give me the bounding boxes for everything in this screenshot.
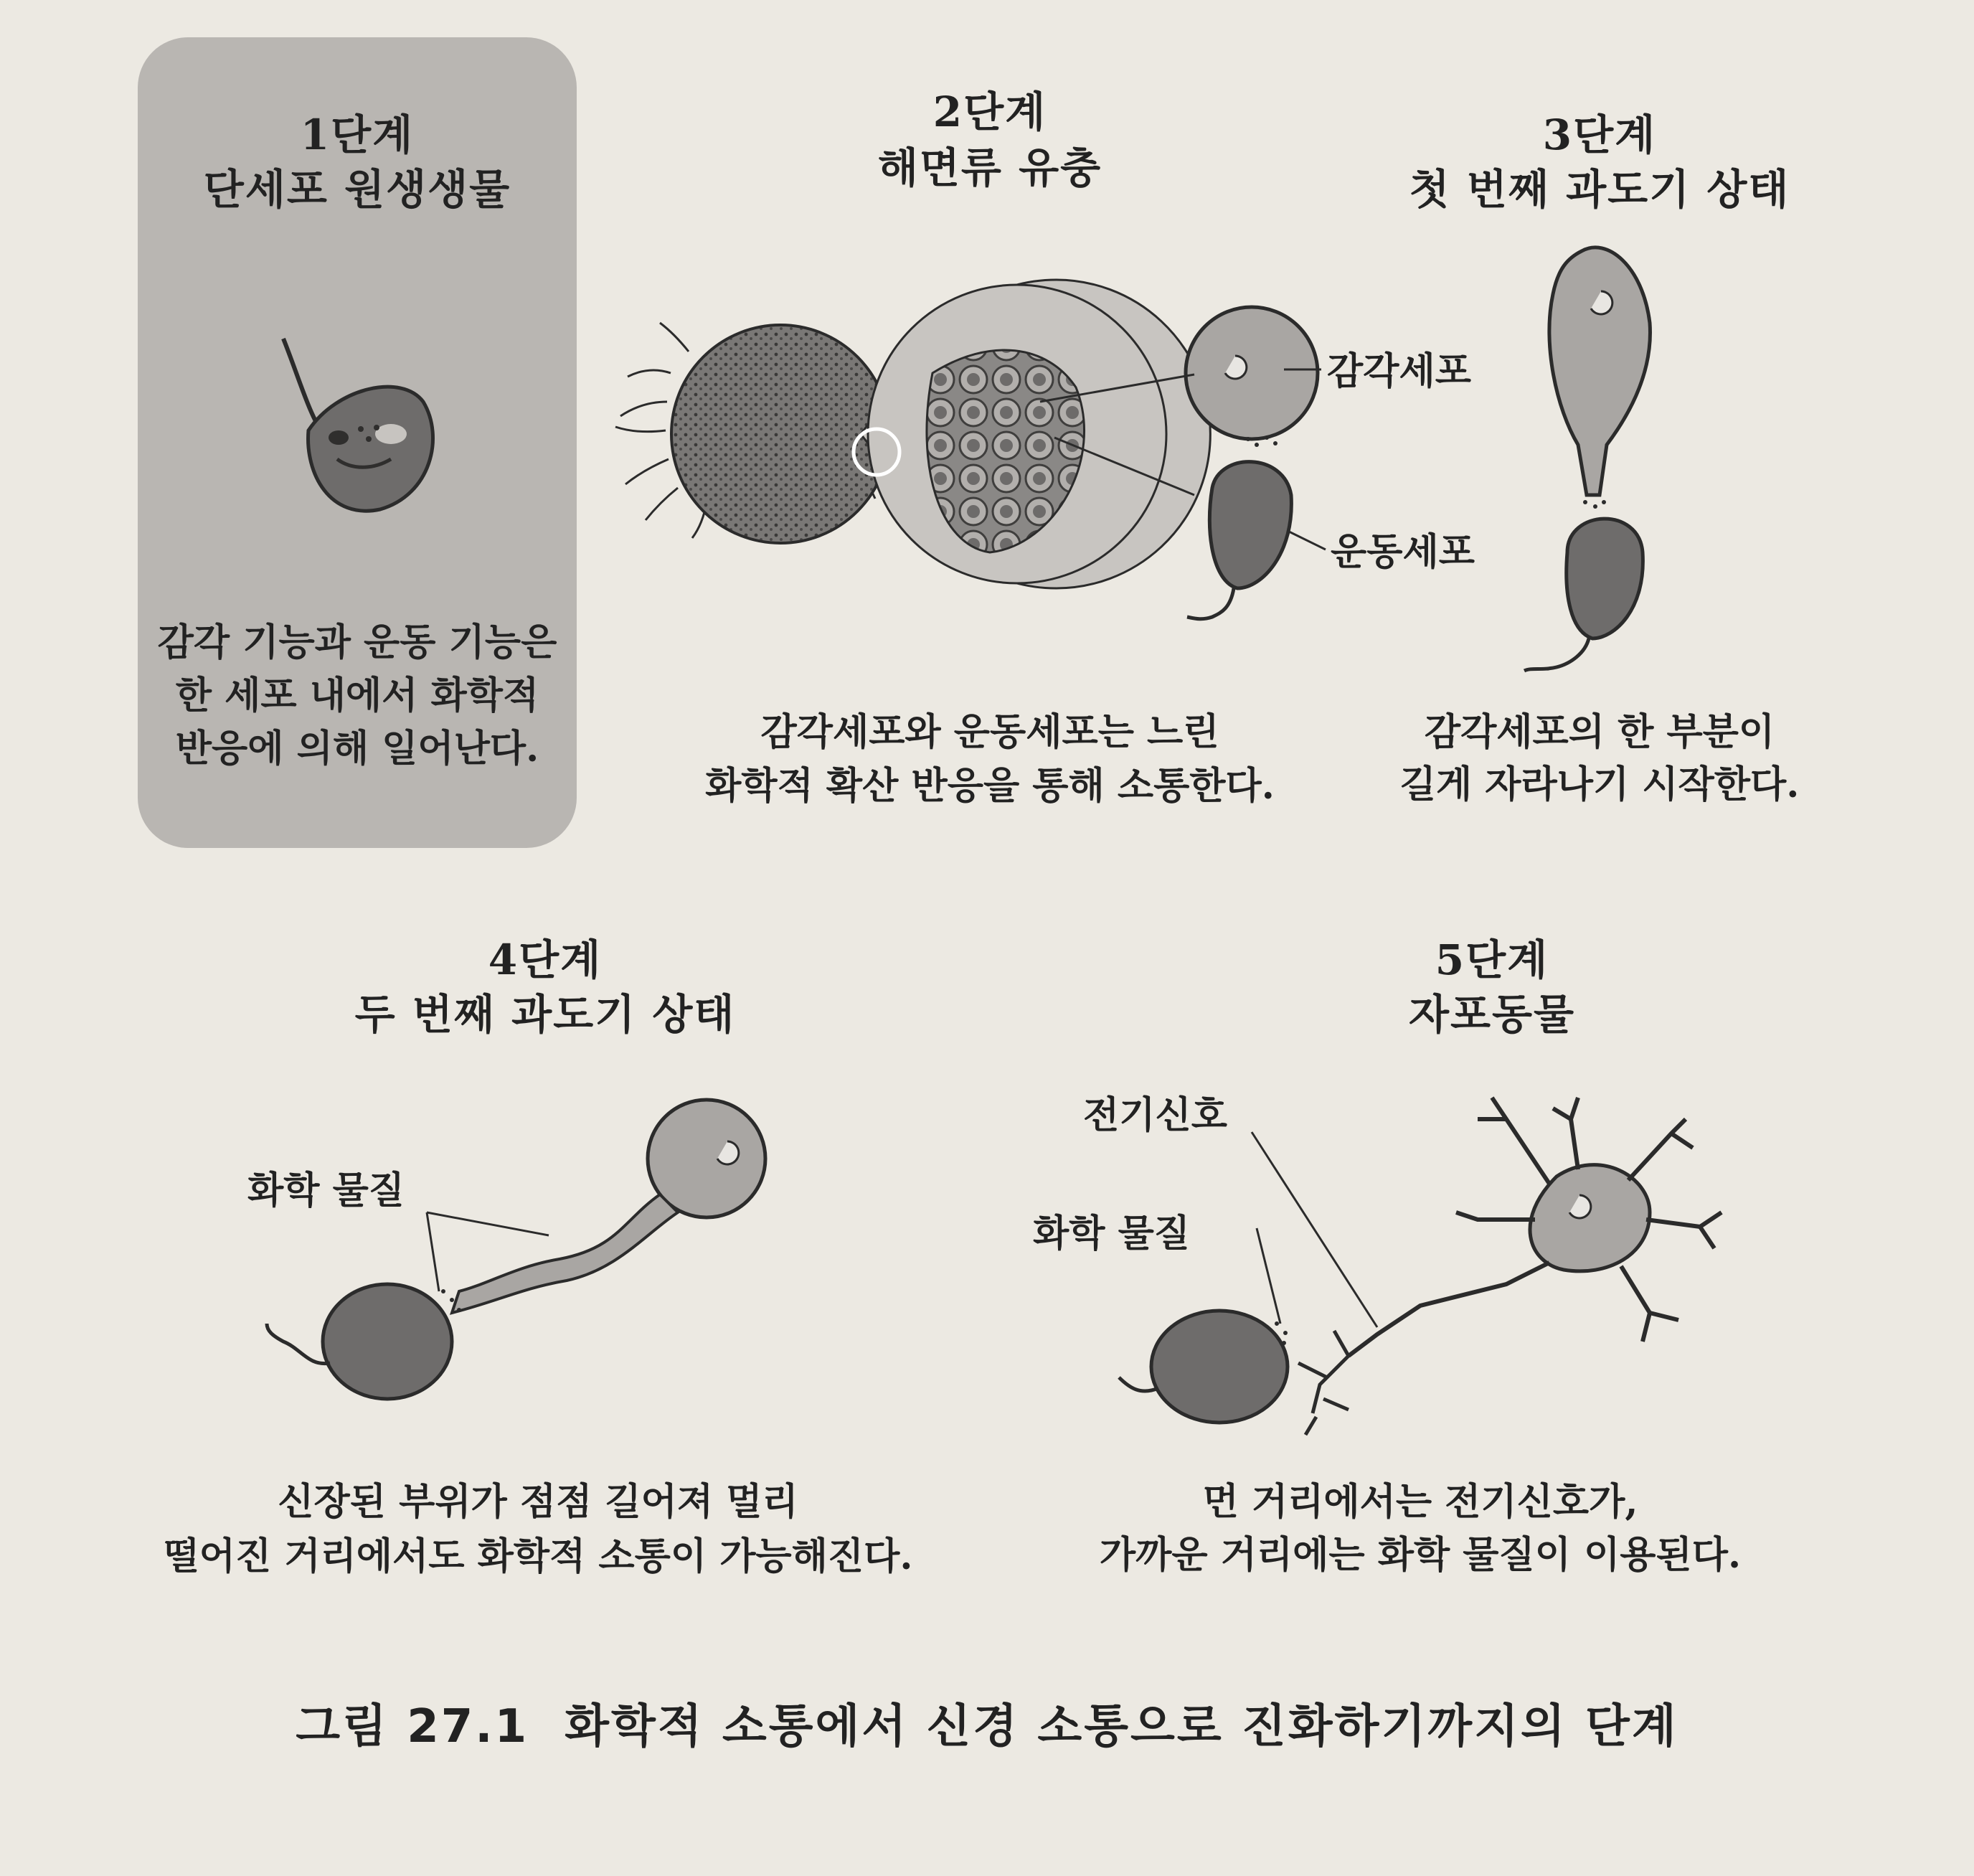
- stage1-protist-illustration: [283, 339, 433, 511]
- stage1-caption-line3: 반응에 의해 일어난다.: [175, 727, 539, 770]
- stage2-caption-line1: 감각세포와 운동세포는 느린: [760, 710, 1219, 754]
- stage5-cnidarian-illustration: [1119, 1098, 1722, 1435]
- stage3-subtitle: 첫 번째 과도기 상태: [1409, 165, 1790, 214]
- figure-number: 그림 27.1: [296, 1700, 529, 1753]
- motor-cell-label: 운동세포: [1331, 530, 1475, 574]
- stage5-subtitle: 자포동물: [1408, 990, 1576, 1039]
- stage3-title: 3단계: [1542, 110, 1657, 159]
- stage4-caption-line2: 떨어진 거리에서도 화학적 소통이 가능해진다.: [163, 1535, 913, 1578]
- stage5-title: 5단계: [1435, 935, 1549, 984]
- stage2-sponge-larva-illustration: [615, 280, 1326, 619]
- figure-caption-text: 화학적 소통에서 신경 소통으로 진화하기까지의 단계: [565, 1700, 1678, 1753]
- figure-caption: [0, 1689, 1974, 1755]
- stage1-caption-line1: 감각 기능과 운동 기능은: [157, 621, 557, 664]
- stage5-caption-line2: 가까운 거리에는 화학 물질이 이용된다.: [1099, 1533, 1742, 1577]
- stage3-transition-illustration: [1524, 248, 1650, 671]
- stage4-title: 4단계: [488, 935, 603, 984]
- stage2-title: 2단계: [932, 88, 1047, 136]
- stage3-caption-line1: 감각세포의 한 부분이: [1424, 710, 1775, 754]
- stage1-subtitle: 단세포 원생생물: [203, 165, 511, 214]
- stage3-caption-line2: 길게 자라나기 시작한다.: [1399, 763, 1800, 806]
- stage1-title: 1단계: [300, 110, 415, 159]
- stage5-chemical-label: 화학 물질: [1033, 1212, 1191, 1255]
- electric-signal-label: 전기신호: [1083, 1093, 1227, 1137]
- sensory-cell-label: 감각세포: [1327, 349, 1471, 393]
- stage5-caption-line1: 먼 거리에서는 전기신호가,: [1202, 1480, 1638, 1524]
- stage1-caption-line2: 한 세포 내에서 화학적: [175, 674, 539, 717]
- stage4-chemical-label: 화학 물질: [247, 1169, 405, 1212]
- stage2-caption-line2: 화학적 확산 반응을 통해 소통한다.: [705, 764, 1275, 808]
- stage4-subtitle: 두 번째 과도기 상태: [354, 990, 736, 1039]
- stage4-transition-illustration: [267, 1100, 765, 1399]
- stage2-subtitle: 해면류 유충: [877, 143, 1102, 192]
- stage4-caption-line1: 신장된 부위가 점점 길어져 멀리: [278, 1480, 798, 1524]
